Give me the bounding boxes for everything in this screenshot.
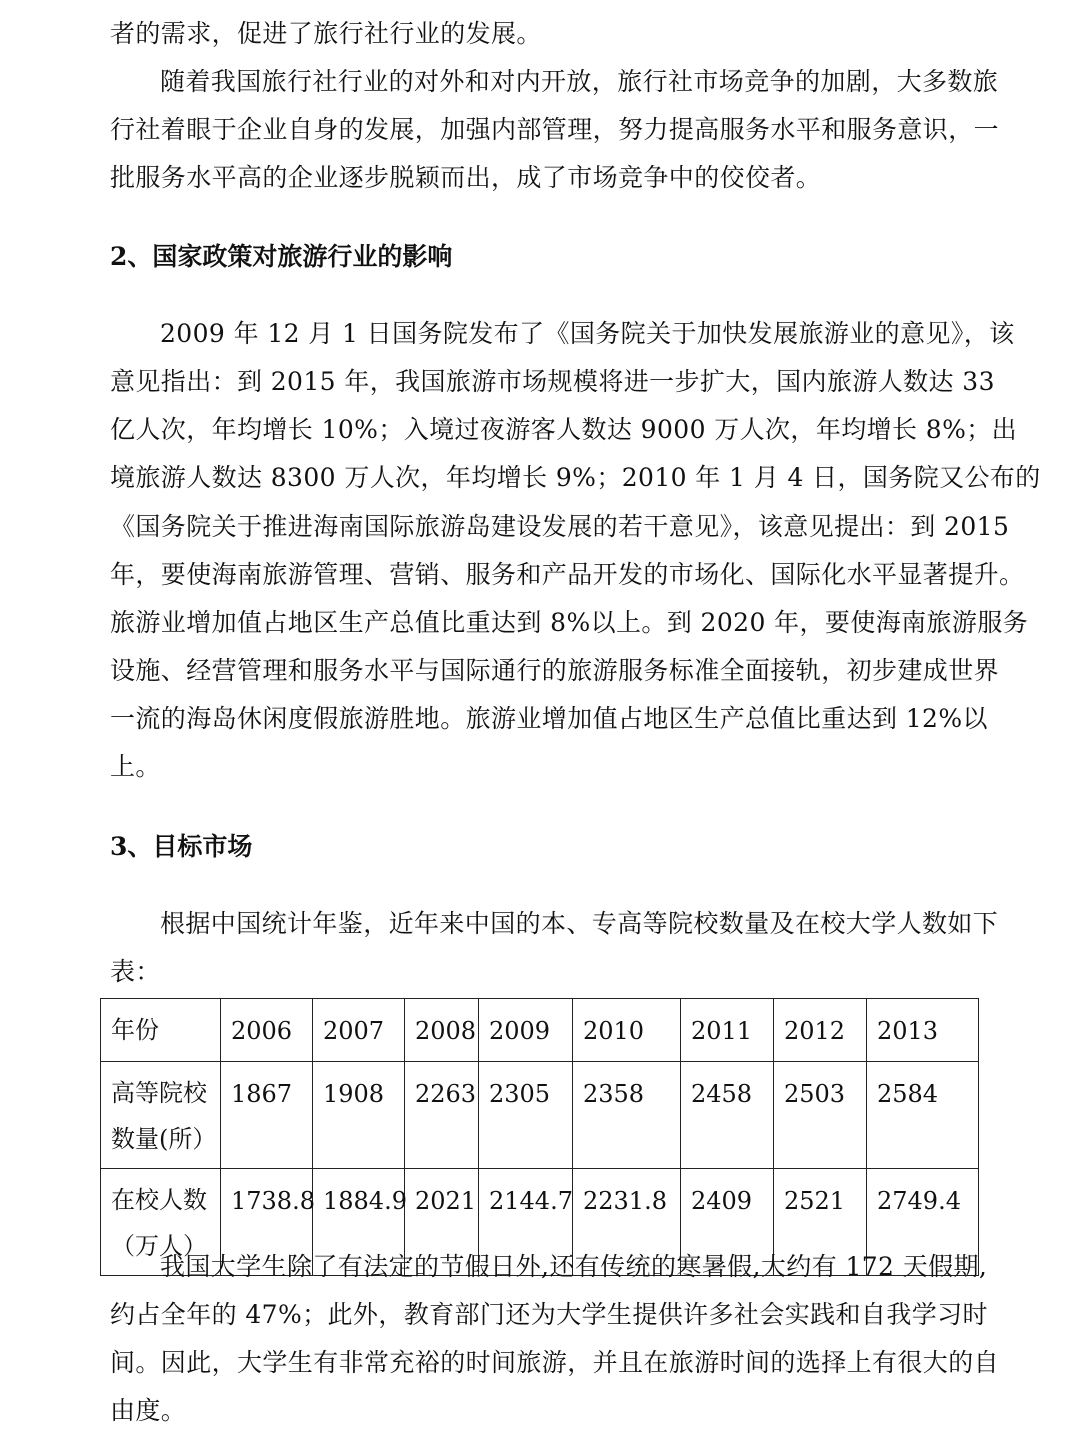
paragraph-line: 意见指出：到 2015 年，我国旅游市场规模将进一步扩大，国内旅游人数达 33: [110, 367, 995, 396]
paragraph-line: 根据中国统计年鉴，近年来中国的本、专高等院校数量及在校大学人数如下: [160, 909, 999, 938]
statistics-table: [100, 998, 979, 1276]
table-row-label: [101, 1062, 221, 1169]
table-cell: 2409: [681, 1169, 774, 1276]
table-header-cell: 2006: [221, 999, 313, 1062]
table-header-cell: 2008: [405, 999, 479, 1062]
paragraph-line: 设施、经营管理和服务水平与国际通行的旅游服务标准全面接轨，初步建成世界: [110, 656, 1000, 685]
table-cell: 2584: [867, 1062, 979, 1169]
table-cell: 2358: [573, 1062, 681, 1169]
paragraph-line: 亿人次，年均增长 10%；入境过夜游客人数达 9000 万人次，年均增长 8%；出: [110, 415, 1018, 444]
paragraph-line: 表：: [110, 957, 161, 986]
table-header-cell: 2013: [867, 999, 979, 1062]
table-cell: 2305: [479, 1062, 573, 1169]
section-heading: 2、国家政策对旅游行业的影响: [110, 242, 453, 271]
table-cell: 2503: [774, 1062, 867, 1169]
table-cell: 2458: [681, 1062, 774, 1169]
table-header-cell: 2011: [681, 999, 774, 1062]
paragraph-line: 我国大学生除了有法定的节假日外,还有传统的寒暑假,大约有 172 天假期,: [160, 1252, 988, 1281]
table-header-cell: 2012: [774, 999, 867, 1062]
paragraph-line: 随着我国旅行社行业的对外和对内开放，旅行社市场竞争的加剧，大多数旅: [160, 67, 999, 96]
table-header-cell: 2009: [479, 999, 573, 1062]
table-cell: 2749.4: [867, 1169, 979, 1276]
paragraph-line: 旅游业增加值占地区生产总值比重达到 8%以上。到 2020 年，要使海南旅游服务: [110, 608, 1029, 637]
table-cell: 1908: [313, 1062, 405, 1169]
row-label-line: （万人）: [111, 1232, 207, 1260]
table-cell: 1884.9: [313, 1169, 405, 1276]
paragraph-line: 行社着眼于企业自身的发展，加强内部管理，努力提高服务水平和服务意识，一: [110, 115, 1000, 144]
table-cell: 2144.7: [479, 1169, 573, 1276]
paragraph-line: 约占全年的 47%；此外，教育部门还为大学生提供许多社会实践和自我学习时: [110, 1300, 988, 1329]
row-label-line: 在校人数: [111, 1186, 207, 1214]
row-label-line: 数量(所）: [111, 1125, 217, 1153]
paragraph-line: 由度。: [110, 1396, 187, 1425]
paragraph-line: 上。: [110, 752, 161, 781]
table-cell: 2263: [405, 1062, 479, 1169]
paragraph-line: 间。因此，大学生有非常充裕的时间旅游，并且在旅游时间的选择上有很大的自: [110, 1348, 1000, 1377]
table-cell: 1867: [221, 1062, 313, 1169]
table-row: [101, 1062, 979, 1169]
table-header-row: [101, 999, 979, 1062]
paragraph-line: 年，要使海南旅游管理、营销、服务和产品开发的市场化、国际化水平显著提升。: [110, 560, 1025, 589]
table-header-cell: 2010: [573, 999, 681, 1062]
table-cell: 2521: [774, 1169, 867, 1276]
row-label-line: 高等院校: [111, 1079, 207, 1107]
paragraph-line: 2009 年 12 月 1 日国务院发布了《国务院关于加快发展旅游业的意见》，该: [160, 319, 1015, 348]
paragraph-line: 一流的海岛休闲度假旅游胜地。旅游业增加值占地区生产总值比重达到 12%以: [110, 704, 988, 733]
section-heading: 3、目标市场: [110, 832, 253, 861]
table-cell: 2021: [405, 1169, 479, 1276]
paragraph-line: 者的需求，促进了旅行社行业的发展。: [110, 19, 542, 48]
table-cell: 1738.8: [221, 1169, 313, 1276]
paragraph-line: 境旅游人数达 8300 万人次，年均增长 9%；2010 年 1 月 4 日，国务院又公布的: [110, 463, 1041, 492]
table-cell: 2231.8: [573, 1169, 681, 1276]
table-header-cell: 2007: [313, 999, 405, 1062]
paragraph-line: 《国务院关于推进海南国际旅游岛建设发展的若干意见》，该意见提出：到 2015: [110, 512, 1010, 541]
paragraph-line: 批服务水平高的企业逐步脱颖而出，成了市场竞争中的佼佼者。: [110, 163, 822, 192]
table-header-cell: 年份: [101, 999, 221, 1062]
